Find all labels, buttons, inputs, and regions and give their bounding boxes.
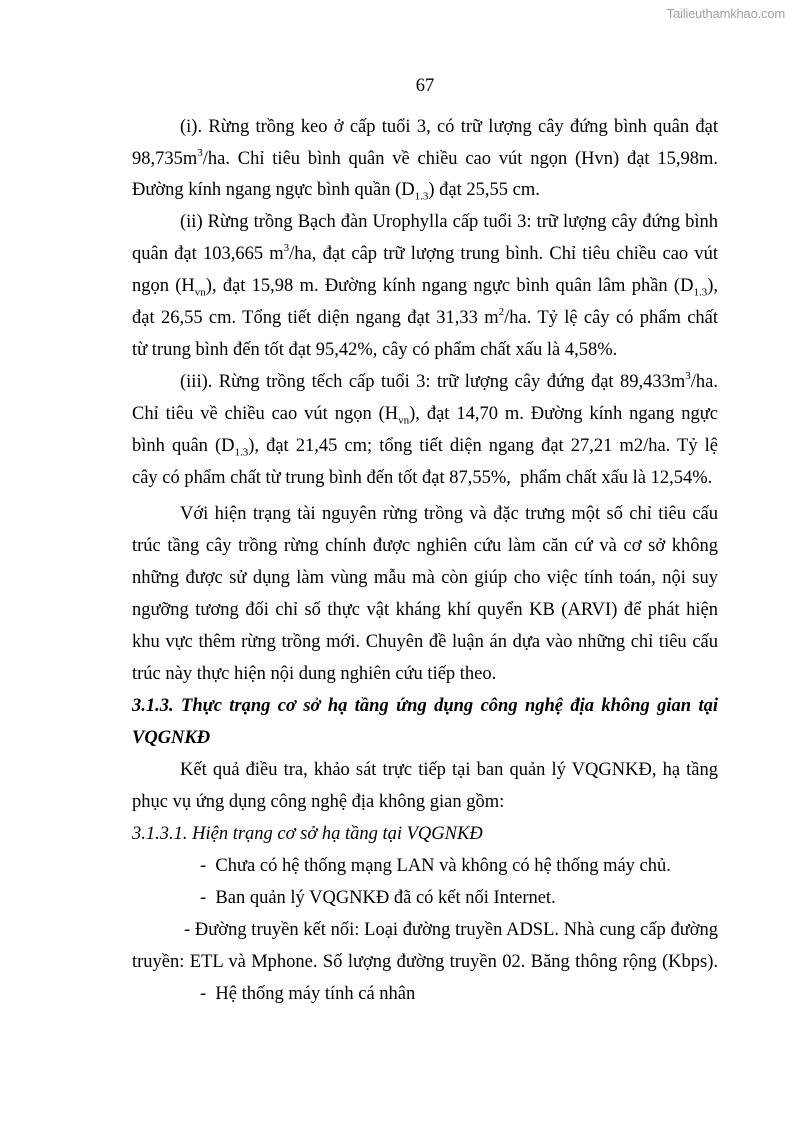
section-heading-3-1-3-line-2: VQGNKĐ bbox=[132, 728, 211, 748]
watermark: Tailieuthamkhao.com bbox=[666, 6, 785, 21]
paragraph-ii-line-5: từ trung bình đến tốt đạt 95,42%, cây có phẩm chất xấu là 4,58%. bbox=[132, 340, 618, 360]
bullet-item-personal-computers: - Hệ thống máy tính cá nhân bbox=[200, 984, 416, 1004]
paragraph-4-line-4: ngưỡng tương đối chỉ số thực vật kháng khí quyển KB (ARVI) để phát hiện bbox=[132, 600, 718, 620]
bullet-item-lan: - Chưa có hệ thống mạng LAN và không có hệ thống máy chủ. bbox=[200, 856, 671, 876]
paragraph-ii-line-3: ngọn $(H_{vn})$, đạt 15,98 m. Đường kính ngang ngực bình quân lâm phần $(D_{1.3})$, bbox=[132, 276, 718, 299]
paragraph-5-line-1: Kết quả điều tra, khảo sát trực tiếp tại ban quản lý VQGNKĐ, hạ tầng bbox=[180, 760, 718, 780]
paragraph-4-line-3: những được sử dụng làm vùng mẫu mà còn giúp cho việc tính toán, nội suy bbox=[132, 568, 718, 588]
paragraph-4-line-1: Với hiện trạng tài nguyên rừng trồng và đặc trưng một số chỉ tiêu cấu bbox=[180, 504, 718, 524]
paragraph-i-line-3: Đường kính ngang ngực bình quần $(D_{1.3})$ đạt 25,55 cm. bbox=[132, 180, 540, 203]
paragraph-5-line-2: phục vụ ứng dụng công nghệ địa không gian gồm: bbox=[132, 792, 505, 812]
paragraph-4-line-2: trúc tầng cây trồng rừng chính được nghiên cứu làm căn cứ và cơ sở không bbox=[132, 536, 718, 556]
section-heading-3-1-3-line-1: 3.1.3. Thực trạng cơ sở hạ tầng ứng dụng công nghệ địa không gian tại bbox=[132, 696, 718, 716]
paragraph-4-line-6: trúc này thực hiện nội dung nghiên cứu tiếp theo. bbox=[132, 664, 497, 684]
bullet-item-internet: - Ban quản lý VQGNKĐ đã có kết nối Internet. bbox=[200, 888, 556, 908]
paragraph-ii-line-1: (ii) Rừng trồng Bạch đàn Urophylla cấp tuổi 3: trữ lượng cây đứng bình bbox=[180, 212, 718, 232]
paragraph-i-line-2: $98,735m^3/ha$. Chỉ tiêu bình quân về chiều cao vút ngọn (Hvn) đạt 15,98m. bbox=[132, 146, 718, 169]
bullet-item-connection-line-1: - Đường truyền kết nối: Loại đường truyền ADSL. Nhà cung cấp đường bbox=[184, 920, 718, 940]
paragraph-4-line-5: khu vực thêm rừng trồng mới. Chuyên đề luận án dựa vào những chỉ tiêu cấu bbox=[132, 632, 718, 652]
bullet-item-connection-line-2: truyền: ETL và Mphone. Số lượng đường truyền 02. Băng thông rộng (Kbps). bbox=[132, 952, 718, 972]
paragraph-iii-line-2: Chỉ tiêu về chiều cao vút ngọn $(H_{vn})$, đạt 14,70 m. Đường kính ngang ngực bbox=[132, 404, 718, 427]
paragraph-iii-line-4: cây có phẩm chất từ trung bình đến tốt đạt 87,55%, phẩm chất xấu là 12,54%. bbox=[132, 468, 713, 488]
paragraph-i-line-1: (i). Rừng trồng keo ở cấp tuổi 3, có trữ lượng cây đứng bình quân đạt bbox=[180, 117, 718, 137]
subsection-heading-3-1-3-1: 3.1.3.1. Hiện trạng cơ sở hạ tầng tại VQGNKĐ bbox=[132, 824, 483, 844]
page-number: 67 bbox=[415, 76, 435, 96]
paragraph-iii-line-3: bình quân $(D_{1.3})$, đạt 21,45 cm; tổng tiết diện ngang đạt 27,21 m2/ha. Tỷ lệ bbox=[132, 436, 718, 459]
paragraph-iii-line-1: (iii). Rừng trồng tếch cấp tuổi 3: trữ lượng cây đứng đạt $89,433m^3/ha$. bbox=[180, 369, 718, 392]
paragraph-ii-line-4: đạt 26,55 cm. Tổng tiết diện ngang đạt 31,33 $m^2/ha$. Tỷ lệ cây có phẩm chất bbox=[132, 305, 719, 328]
paragraph-ii-line-2: quân đạt 103,665 $m^3/ha$, đạt câp trữ lượng trung bình. Chỉ tiêu chiều cao vút bbox=[132, 241, 719, 264]
